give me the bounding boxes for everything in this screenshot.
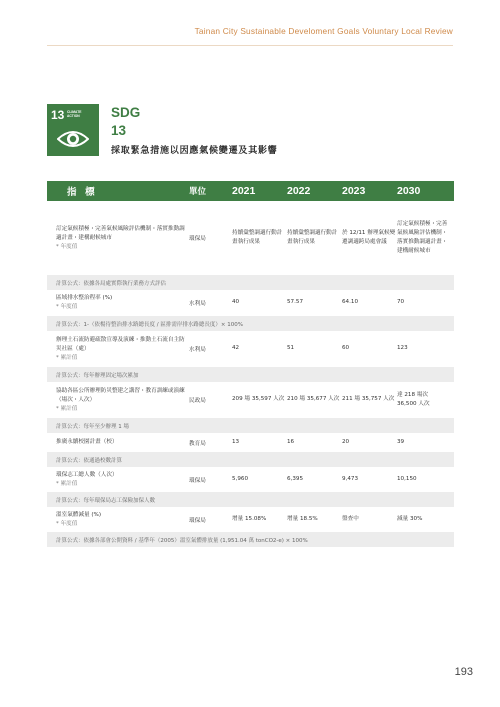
value-2022: 增量 18.5% (287, 515, 318, 522)
indicator-text: 環保志工總人數（人次） (56, 471, 118, 478)
value-2021: 209 場 35,597 人次 (232, 396, 285, 403)
table-row (47, 201, 454, 275)
formula-row: 計算公式：依據各局處實際執行業務方式評估 (47, 275, 454, 290)
formula-row: 計算公式：依據各部會公開資料 / 基準年（2005）溫室氣體排放量 (1,951.04 萬 tonCO2-e) × 100% (47, 532, 454, 547)
value-2021: 13 (232, 438, 240, 445)
header-unit: 單位 (189, 186, 207, 196)
eye-globe-icon (57, 128, 89, 150)
indicator-text: 協助各區公所辦理防災整建之講習・教育訓練或演練（場次・人次） (56, 387, 185, 403)
value-2030: 達 218 場次 36,500 人次 (397, 391, 430, 407)
table-row (47, 433, 454, 452)
indicator-text: 溫室氣體減量 (%) (56, 511, 102, 518)
indicator-cell (47, 471, 189, 489)
indicator-cell (47, 387, 189, 414)
table-row (47, 290, 454, 316)
value-2022: 57.57 (287, 299, 304, 306)
indicator-value-type: * 年度值 (56, 520, 78, 527)
value-2021: 42 (232, 345, 240, 352)
indicator-value-type: * 累計值 (56, 480, 78, 487)
table-header-row (47, 181, 454, 201)
table-row (47, 331, 454, 367)
value-2023: 64.10 (342, 299, 359, 306)
sdg-number: 13 (111, 123, 127, 138)
header-2022: 2022 (287, 185, 311, 197)
value-2023: 9,473 (342, 475, 359, 482)
value-2030: 訂定氣候積極・完善氣候風險評估機制・落實推動調適計畫・建構耐候城市 (397, 220, 448, 255)
header-divider (47, 45, 453, 46)
indicator-text: 辦理土石流防避疏散宣導及演練・推動土石流自主防災社區（處） (56, 336, 185, 352)
formula-row: 計算公式：每年至少辦理 1 場 (47, 418, 454, 433)
document-header-title: Tainan City Sustainable Develoment Goals Voluntary Local Review (194, 26, 453, 36)
value-2022: 210 場 35,677 人次 (287, 396, 340, 403)
value-2022: 16 (287, 438, 295, 445)
indicator-value-type: * 累計值 (56, 354, 78, 361)
sdg-icon-caption (67, 110, 81, 118)
unit-cell: 水利局 (189, 301, 206, 307)
header-2023: 2023 (342, 185, 366, 197)
value-2030: 123 (397, 345, 408, 352)
sdg-icon-caption-line2: ACTION (67, 114, 80, 118)
goal-title: 採取緊急措施以因應氣候變遷及其影響 (111, 146, 278, 156)
value-2030: 10,150 (397, 475, 417, 482)
header-indicator: 指 標 (67, 187, 98, 198)
unit-cell: 環保局 (189, 236, 206, 242)
value-2023: 盤查中 (342, 515, 359, 522)
value-2023: 211 場 35,757 人次 (342, 396, 395, 403)
unit-cell: 民政局 (189, 398, 206, 404)
indicator-value-type: * 年度值 (56, 304, 78, 310)
sdg-icon-number: 13 (51, 108, 65, 122)
value-2021: 40 (232, 299, 240, 306)
formula-row: 計算公式：每年辦理固定場次累加 (47, 367, 454, 382)
header-2030: 2030 (397, 185, 421, 197)
indicator-cell (47, 438, 189, 447)
formula-row: 計算公式：1-（依楊待整治排水路總長度 / 區排需岸排水路總長度）× 100% (47, 316, 454, 331)
indicator-text: 訂定氣候積極・完善氣候風險評估機制・落實推動調適計畫・建構耐候城市 (56, 225, 185, 241)
value-2022: 51 (287, 345, 295, 352)
value-2022: 6,395 (287, 475, 304, 482)
table-row (47, 382, 454, 418)
value-2030: 70 (397, 299, 405, 306)
sdg13-climate-action-icon (47, 104, 99, 156)
value-2021: 持續彙整調適行動計畫執行成果 (232, 229, 283, 245)
value-2022: 持續彙整調適行動計畫執行成果 (287, 229, 338, 245)
indicator-table (47, 181, 454, 547)
value-2030: 減量 30% (397, 515, 423, 522)
unit-cell: 教育局 (189, 440, 206, 447)
value-2021: 5,960 (232, 475, 249, 482)
table-row (47, 507, 454, 532)
value-2023: 60 (342, 345, 350, 352)
value-2023: 20 (342, 438, 350, 445)
indicator-value-type: * 年度值 (56, 243, 78, 250)
indicator-cell (47, 225, 189, 252)
unit-cell: 環保局 (189, 477, 206, 484)
table-row (47, 467, 454, 492)
indicator-value-type: * 累計值 (56, 405, 78, 412)
unit-cell: 環保局 (189, 517, 206, 524)
value-2030: 39 (397, 438, 405, 445)
page-number: 193 (454, 666, 473, 678)
indicator-cell (47, 511, 189, 529)
unit-cell: 水利局 (189, 347, 206, 353)
sdg-icon-caption-line1: CLIMATE (67, 110, 82, 114)
indicator-text: 推廣永續校園計畫（校） (56, 439, 118, 445)
formula-row: 計算公式：依通過校數計算 (47, 452, 454, 467)
value-2021: 增量 15.08% (232, 515, 267, 522)
formula-row: 計算公式：每年環保局志工保險加保人數 (47, 492, 454, 507)
sdg-label: SDG (111, 105, 141, 120)
header-2021: 2021 (232, 185, 256, 197)
indicator-text: 區域排水整治程率 (%) (56, 295, 113, 301)
indicator-cell (47, 336, 189, 363)
indicator-cell (47, 294, 189, 312)
value-2023: 於 12/11 辦理氣候變遷調適跨局處會議 (342, 229, 396, 245)
